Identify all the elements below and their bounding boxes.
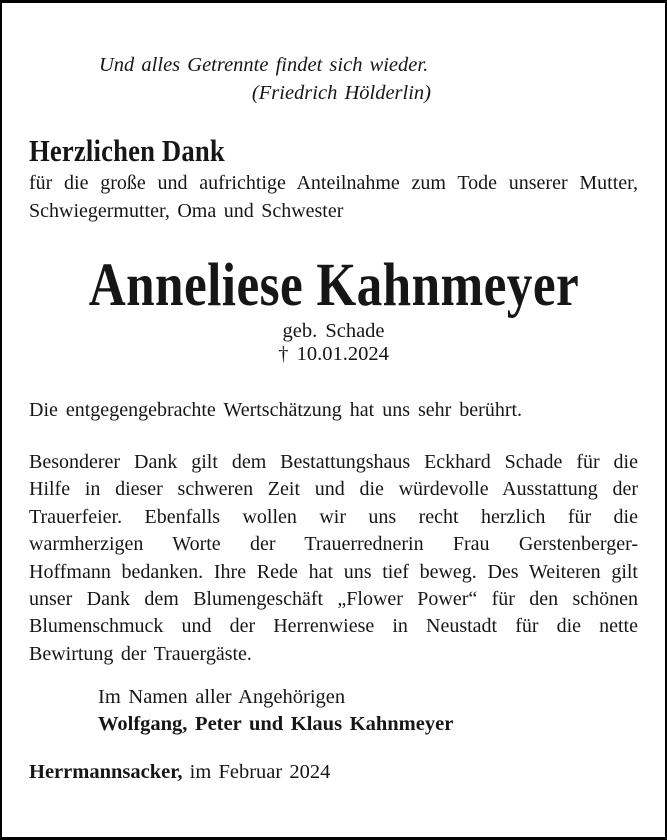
intro-line: Schwiegermutter, Oma und Schwester <box>29 199 344 222</box>
intro-line: für die große und aufrichtige Anteilnahme zum Tode unserer Mutter, <box>29 172 638 194</box>
thanks-heading: Herzlichen Dank <box>29 133 225 168</box>
acknowledgement-line: warmherzigen Worte der Trauerrednerin Frau Gerstenberger- <box>29 533 638 556</box>
acknowledgement-line: Hilfe in dieser schweren Zeit und die würdevolle Ausstattung der <box>29 478 638 501</box>
appreciation-line: Die entgegengebrachte Wertschätzung hat uns sehr berührt. <box>29 399 523 421</box>
acknowledgement-line: unser Dank dem Blumengeschäft „Flower Power“ für den schönen <box>29 588 638 611</box>
place-name: Herrmannsacker, <box>29 761 183 783</box>
family-names: Wolfgang, Peter und Klaus Kahnmeyer <box>98 712 454 735</box>
acknowledgement-paragraph <box>29 449 638 668</box>
acknowledgement-line: Hoffmann bedanken. Ihre Rede hat uns tief beweg. Des Weiteren gilt <box>29 560 638 583</box>
date-text: im Februar 2024 <box>189 761 331 783</box>
death-date: † 10.01.2024 <box>278 343 389 365</box>
on-behalf-line: Im Namen aller Angehörigen <box>98 686 346 708</box>
deceased-details <box>2 320 665 366</box>
quote-attribution: (Friedrich Hölderlin) <box>251 82 431 104</box>
place-date-line <box>29 759 330 785</box>
deceased-name: Anneliese Kahnmeyer <box>88 252 579 319</box>
acknowledgement-line: Blumenschmuck und der Herrenwiese in Neustadt für die nette <box>29 615 638 638</box>
acknowledgement-line: Trauerfeier. Ebenfalls wollen wir uns recht herzlich für die <box>29 505 638 528</box>
deceased-name-row <box>2 252 665 319</box>
birth-name: geb. Schade <box>282 320 385 342</box>
intro-paragraph <box>29 170 638 225</box>
acknowledgement-line: Bewirtung der Trauergäste. <box>29 642 252 665</box>
quote-text: Und alles Getrennte findet sich wieder. <box>99 54 429 76</box>
opening-quote <box>99 51 435 107</box>
closing-signature <box>98 684 453 737</box>
acknowledgement-line: Besonderer Dank gilt dem Bestattungshaus Eckhard Schade für die <box>29 451 638 473</box>
